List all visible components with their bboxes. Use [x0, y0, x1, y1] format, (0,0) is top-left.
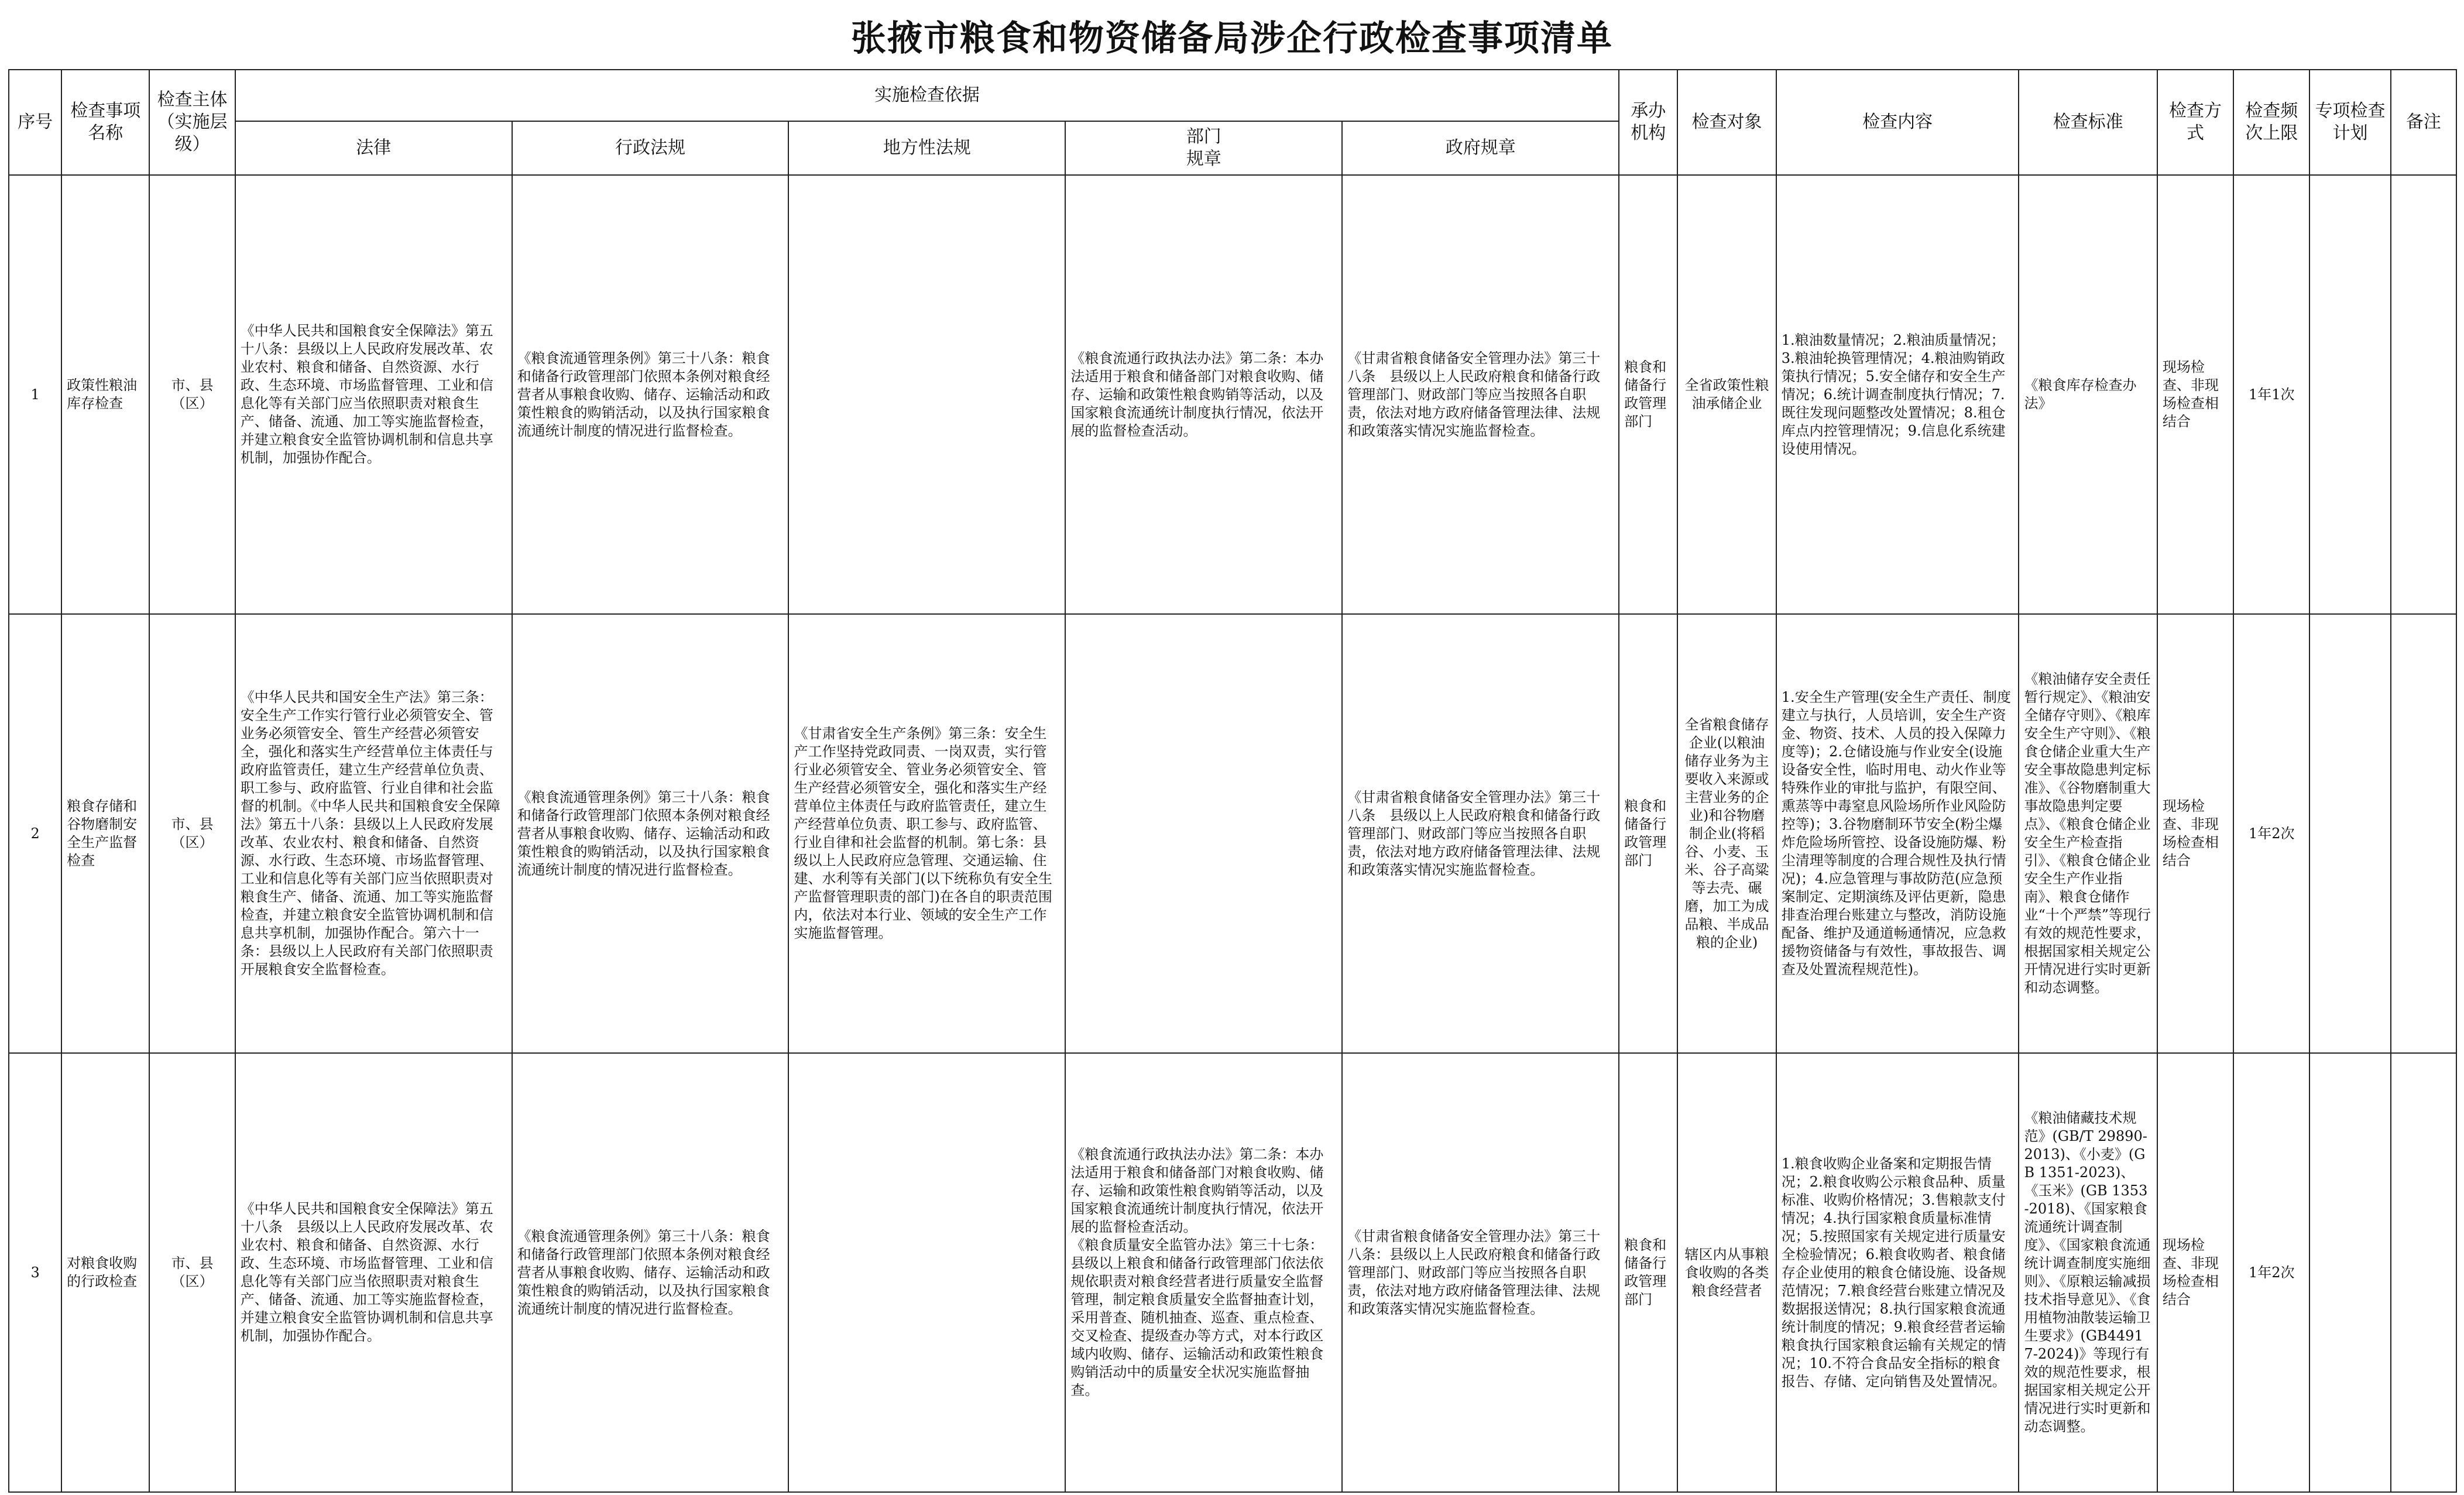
cell-standard: 《粮油储藏技术规范》(GB/T 29890-2013)、《小麦》(GB 1351-2023)、《玉米》(GB 1353-2018)、《国家粮食流通统计调查制度》、《国家粮食流通统计调查制度实施细则》、《原粮运输减损技术指导意见》、《食用植物油散装运输卫生要求》(GB44917-2024)》等现行有效的规范性要求，根据国家相关规定公开情况进行实时更新和动态调整。: [2019, 1053, 2157, 1492]
cell-method: 现场检查、非现场检查相结合: [2157, 175, 2233, 614]
header-row-1: [9, 70, 2456, 121]
cell-dept-rule: 《粮食流通行政执法办法》第二条：本办法适用于粮食和储备部门对粮食收购、储存、运输和政策性粮食购销等活动，以及国家粮食流通统计制度执行情况，依法开展的监督检查活动。 《粮食质量安全监管办法》第三十七条：县级以上粮食和储备行政管理部门依法依规依职责对粮食经营者进行质量安全监督管理，制定粮食质量安全监督抽查计划，采用普查、随机抽查、巡查、重点检查、交叉检查、提级查办等方式，对本行政区域内收购、储存、运输活动和政策性粮食购销活动中的质量安全状况实施监督抽查。: [1065, 1053, 1342, 1492]
cell-dept-rule: 《粮食流通行政执法办法》第二条：本办法适用于粮食和储备部门对粮食收购、储存、运输和政策性粮食购销等活动，以及国家粮食流通统计制度执行情况，依法开展的监督检查活动。: [1065, 175, 1342, 614]
cell-law: 《中华人民共和国粮食安全保障法》第五十八条：县级以上人民政府发展改革、农业农村、粮食和储备、自然资源、水行政、生态环境、市场监督管理、工业和信息化等有关部门应当依照职责对粮食生产、储备、流通、加工等实施监督检查，并建立粮食安全监管协调机制和信息共享机制，加强协作配合。: [235, 175, 512, 614]
cell-admin-reg: 《粮食流通管理条例》第三十八条：粮食和储备行政管理部门依照本条例对粮食经营者从事粮食收购、储存、运输活动和政策性粮食的购销活动，以及执行国家粮食流通统计制度的情况进行监督检查。: [512, 614, 789, 1053]
cell-local-reg: [788, 1053, 1065, 1492]
cell-agency: 粮食和储备行政管理部门: [1619, 1053, 1677, 1492]
cell-local-reg: [788, 175, 1065, 614]
cell-item: 对粮食收购的行政检查: [61, 1053, 149, 1492]
header-remark: 备注: [2391, 70, 2456, 175]
header-freq: 检查频次上限: [2233, 70, 2309, 175]
cell-method: 现场检查、非现场检查相结合: [2157, 1053, 2233, 1492]
cell-item: 政策性粮油库存检查: [61, 175, 149, 614]
cell-item: 粮食存储和谷物磨制安全生产监督检查: [61, 614, 149, 1053]
header-dept-rule: 部门 规章: [1065, 121, 1342, 175]
cell-subject: 市、县（区）: [149, 1053, 235, 1492]
cell-subject: 市、县（区）: [149, 175, 235, 614]
cell-target: 全省政策性粮油承储企业: [1677, 175, 1776, 614]
header-target: 检查对象: [1677, 70, 1776, 175]
cell-agency: 粮食和储备行政管理部门: [1619, 175, 1677, 614]
header-plan: 专项检查计划: [2309, 70, 2390, 175]
header-seq: 序号: [9, 70, 61, 175]
cell-admin-reg: 《粮食流通管理条例》第三十八条：粮食和储备行政管理部门依照本条例对粮食经营者从事粮食收购、储存、运输活动和政策性粮食的购销活动，以及执行国家粮食流通统计制度的情况进行监督检查。: [512, 1053, 789, 1492]
header-agency: 承办机构: [1619, 70, 1677, 175]
header-standard: 检查标准: [2019, 70, 2157, 175]
cell-agency: 粮食和储备行政管理部门: [1619, 614, 1677, 1053]
cell-freq: 1年2次: [2233, 614, 2309, 1053]
cell-method: 现场检查、非现场检查相结合: [2157, 614, 2233, 1053]
cell-law: 《中华人民共和国粮食安全保障法》第五十八条 县级以上人民政府发展改革、农业农村、粮食和储备、自然资源、水行政、生态环境、市场监督管理、工业和信息化等有关部门应当依照职责对粮食生产、储备、流通、加工等实施监督检查，并建立粮食安全监管协调机制和信息共享机制，加强协作配合。: [235, 1053, 512, 1492]
cell-law: 《中华人民共和国安全生产法》第三条：安全生产工作实行管行业必须管安全、管业务必须管安全、管生产经营必须管安全，强化和落实生产经营单位主体责任与政府监管责任，建立生产经营单位负责、职工参与、政府监管、行业自律和社会监督的机制。《中华人民共和国粮食安全保障法》第五十八条：县级以上人民政府发展改革、农业农村、粮食和储备、自然资源、水行政、生态环境、市场监督管理、工业和信息化等有关部门应当依照职责对粮食生产、储备、流通、加工等实施监督检查，并建立粮食安全监管协调机制和信息共享机制，加强协作配合。第六十一条：县级以上人民政府有关部门依照职责开展粮食安全监督检查。: [235, 614, 512, 1053]
cell-subject: 市、县（区）: [149, 614, 235, 1053]
cell-standard: 《粮油储存安全责任暂行规定》、《粮油安全储存守则》、《粮库安全生产守则》、《粮食仓储企业重大生产安全事故隐患判定标准》、《谷物磨制重大事故隐患判定要点》、《粮食仓储企业安全生产检查指引》、《粮食仓储企业安全生产作业指南》、粮食仓储作业“十个严禁”等现行有效的规范性要求，根据国家相关规定公开情况进行实时更新和动态调整。: [2019, 614, 2157, 1053]
cell-seq: 3: [9, 1053, 61, 1492]
cell-gov-rule: 《甘肃省粮食储备安全管理办法》第三十八条：县级以上人民政府粮食和储备行政管理部门、财政部门等应当按照各自职责，依法对地方政府储备管理法律、法规和政策落实情况实施监督检查。: [1342, 1053, 1619, 1492]
cell-content: 1.粮油数量情况；2.粮油质量情况；3.粮油轮换管理情况；4.粮油购销政策执行情况；5.安全储存和安全生产情况；6.统计调查制度执行情况；7.既往发现问题整改处置情况；8.租仓库点内控管理情况；9.信息化系统建设使用情况。: [1776, 175, 2019, 614]
inspection-table: [8, 69, 2457, 1493]
cell-local-reg: 《甘肃省安全生产条例》第三条：安全生产工作坚持党政同责、一岗双责，实行管行业必须管安全、管业务必须管安全、管生产经营必须管安全，强化和落实生产经营单位主体责任与政府监管责任，建立生产经营单位负责、职工参与、政府监管、行业自律和社会监督的机制。第七条：县级以上人民政府应急管理、交通运输、住建、水利等有关部门(以下统称负有安全生产监督管理职责的部门)在各自的职责范围内，依法对本行业、领域的安全生产工作实施监督管理。: [788, 614, 1065, 1053]
cell-dept-rule: [1065, 614, 1342, 1053]
header-item: 检查事项名称: [61, 70, 149, 175]
cell-gov-rule: 《甘肃省粮食储备安全管理办法》第三十八条 县级以上人民政府粮食和储备行政管理部门、财政部门等应当按照各自职责，依法对地方政府储备管理法律、法规和政策落实情况实施监督检查。: [1342, 175, 1619, 614]
cell-standard: 《粮食库存检查办法》: [2019, 175, 2157, 614]
cell-remark: [2391, 614, 2456, 1053]
cell-target: 全省粮食储存企业(以粮油储存业务为主要收入来源或主营业务的企业)和谷物磨制企业(将稻谷、小麦、玉米、谷子高粱等去壳、碾磨，加工为成品粮、半成品粮的企业): [1677, 614, 1776, 1053]
cell-admin-reg: 《粮食流通管理条例》第三十八条：粮食和储备行政管理部门依照本条例对粮食经营者从事粮食收购、储存、运输活动和政策性粮食的购销活动，以及执行国家粮食流通统计制度的情况进行监督检查。: [512, 175, 789, 614]
cell-remark: [2391, 1053, 2456, 1492]
cell-plan: [2309, 614, 2390, 1053]
table-row: [9, 614, 2456, 1053]
cell-freq: 1年2次: [2233, 1053, 2309, 1492]
header-basis: 实施检查依据: [235, 70, 1619, 121]
table-row: [9, 1053, 2456, 1492]
header-law: 法律: [235, 121, 512, 175]
header-local-reg: 地方性法规: [788, 121, 1065, 175]
header-subject: 检查主体（实施层级）: [149, 70, 235, 175]
header-admin-reg: 行政法规: [512, 121, 789, 175]
cell-seq: 1: [9, 175, 61, 614]
page-title: 张掖市粮食和物资储备局涉企行政检查事项清单: [851, 18, 1613, 59]
header-content: 检查内容: [1776, 70, 2019, 175]
cell-gov-rule: 《甘肃省粮食储备安全管理办法》第三十八条 县级以上人民政府粮食和储备行政管理部门、财政部门等应当按照各自职责，依法对地方政府储备管理法律、法规和政策落实情况实施监督检查。: [1342, 614, 1619, 1053]
cell-freq: 1年1次: [2233, 175, 2309, 614]
cell-remark: [2391, 175, 2456, 614]
cell-plan: [2309, 1053, 2390, 1492]
cell-target: 辖区内从事粮食收购的各类粮食经营者: [1677, 1053, 1776, 1492]
table-row: [9, 175, 2456, 614]
cell-seq: 2: [9, 614, 61, 1053]
cell-plan: [2309, 175, 2390, 614]
header-gov-rule: 政府规章: [1342, 121, 1619, 175]
header-method: 检查方式: [2157, 70, 2233, 175]
cell-content: 1.粮食收购企业备案和定期报告情况；2.粮食收购公示粮食品种、质量标准、收购价格情况；3.售粮款支付情况；4.执行国家粮食质量标准情况；5.按照国家有关规定进行质量安全检验情况；6.粮食收购者、粮食储存企业使用的粮食仓储设施、设备规范情况；7.粮食经营台账建立情况及数据报送情况；8.执行国家粮食流通统计制度的情况；9.粮食经营者运输粮食执行国家粮食运输有关规定的情况；10.不符合食品安全指标的粮食报告、存储、定向销售及处置情况。: [1776, 1053, 2019, 1492]
cell-content: 1.安全生产管理(安全生产责任、制度建立与执行，人员培训，安全生产资金、物资、技术、人员的投入保障力度等)；2.仓储设施与作业安全(设施设备安全性，临时用电、动火作业等特殊作业的审批与监护，有限空间、熏蒸等中毒窒息风险场所作业风险防控等)；3.谷物磨制环节安全(粉尘爆炸危险场所管控、设备设施防爆、粉尘清理等制度的合理合规性及执行情况)；4.应急管理与事故防范(应急预案制定、定期演练及评估更新，隐患排查治理台账建立与整改，消防设施配备、维护及通道畅通情况，应急救援物资储备与有效性，事故报告、调查及处置流程规范性)。: [1776, 614, 2019, 1053]
